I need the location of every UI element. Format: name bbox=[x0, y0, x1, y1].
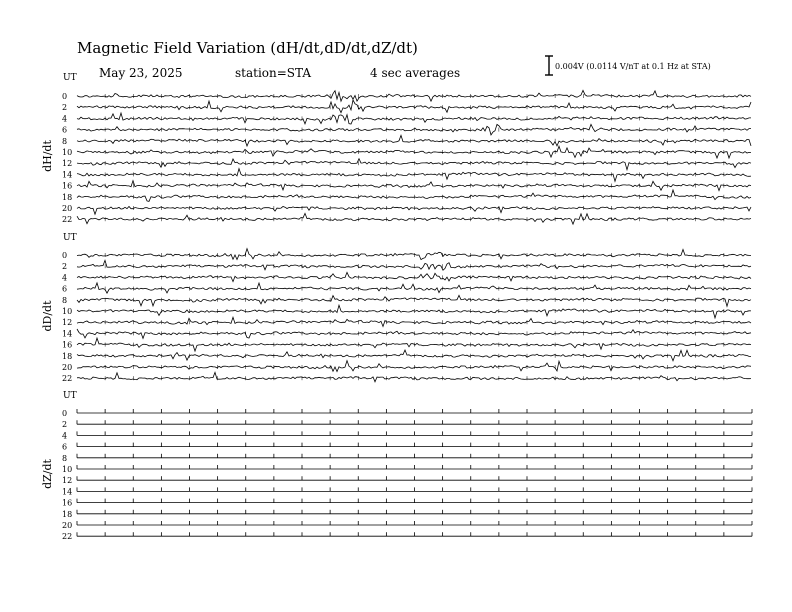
row-label: 10 bbox=[62, 148, 73, 157]
trace-line bbox=[77, 260, 751, 270]
date-label: May 23, 2025 bbox=[99, 66, 183, 80]
row-label: 14 bbox=[62, 170, 73, 180]
row-label: 14 bbox=[62, 487, 73, 497]
chart-title: Magnetic Field Variation (dH/dt,dD/dt,dZ/dt) bbox=[77, 39, 418, 57]
row-label: 6 bbox=[62, 442, 68, 452]
row-label: 4 bbox=[62, 273, 68, 283]
averaging-label: 4 sec averages bbox=[370, 66, 461, 80]
trace-line bbox=[77, 159, 751, 170]
trace-line bbox=[77, 372, 751, 381]
ut-label: UT bbox=[63, 233, 77, 243]
trace-line bbox=[77, 113, 751, 124]
panels bbox=[41, 73, 752, 541]
trace-line bbox=[77, 305, 751, 318]
ut-label: UT bbox=[63, 391, 77, 401]
row-label: 20 bbox=[62, 521, 73, 530]
trace-line bbox=[77, 317, 751, 326]
row-label: 18 bbox=[62, 192, 73, 202]
trace-line bbox=[77, 207, 751, 215]
trace-line bbox=[77, 213, 751, 224]
row-label: 2 bbox=[62, 103, 68, 113]
row-label: 2 bbox=[62, 262, 68, 272]
row-label: 20 bbox=[62, 363, 73, 372]
trace-line bbox=[77, 338, 751, 351]
row-label: 10 bbox=[62, 307, 73, 316]
row-label: 22 bbox=[62, 374, 73, 384]
row-label: 14 bbox=[62, 329, 73, 339]
row-label: 22 bbox=[62, 532, 73, 542]
trace-line bbox=[77, 283, 751, 293]
row-label: 16 bbox=[62, 498, 73, 508]
scale-label: 0.004V (0.0114 V/nT at 0.1 Hz at STA) bbox=[555, 62, 711, 71]
panel-ylabel: dZ/dt bbox=[41, 459, 54, 489]
trace-line bbox=[77, 295, 751, 306]
row-label: 0 bbox=[62, 92, 68, 101]
row-label: 12 bbox=[62, 476, 73, 486]
panel-ylabel: dH/dt bbox=[41, 140, 54, 172]
row-label: 16 bbox=[62, 181, 73, 191]
row-label: 12 bbox=[62, 318, 73, 328]
trace-line bbox=[77, 350, 751, 361]
trace-line bbox=[77, 135, 751, 146]
row-label: 18 bbox=[62, 351, 73, 361]
trace-line bbox=[77, 90, 751, 101]
row-label: 8 bbox=[62, 136, 68, 146]
panel-ylabel: dD/dt bbox=[41, 300, 54, 332]
trace-line bbox=[77, 272, 751, 281]
row-label: 16 bbox=[62, 340, 73, 350]
row-label: 0 bbox=[62, 251, 68, 260]
row-label: 4 bbox=[62, 431, 68, 441]
row-label: 18 bbox=[62, 509, 73, 519]
row-label: 8 bbox=[62, 295, 68, 305]
trace-line bbox=[77, 329, 751, 338]
row-label: 20 bbox=[62, 204, 73, 213]
trace-line bbox=[77, 181, 751, 191]
station-label: station=STA bbox=[235, 66, 312, 80]
row-label: 10 bbox=[62, 465, 73, 474]
trace-line bbox=[77, 249, 751, 260]
row-label: 0 bbox=[62, 409, 68, 418]
scale-bar bbox=[545, 56, 553, 75]
row-label: 8 bbox=[62, 453, 68, 463]
trace-line bbox=[77, 169, 751, 182]
trace-line bbox=[77, 146, 751, 158]
trace-line bbox=[77, 124, 751, 134]
trace-line bbox=[77, 361, 751, 372]
row-label: 6 bbox=[62, 284, 68, 294]
trace-line bbox=[77, 190, 751, 201]
row-label: 2 bbox=[62, 420, 68, 430]
row-label: 22 bbox=[62, 215, 73, 225]
row-label: 12 bbox=[62, 159, 73, 169]
row-label: 6 bbox=[62, 125, 68, 135]
trace-line bbox=[77, 100, 751, 113]
ut-label: UT bbox=[63, 73, 77, 83]
row-label: 4 bbox=[62, 114, 68, 124]
